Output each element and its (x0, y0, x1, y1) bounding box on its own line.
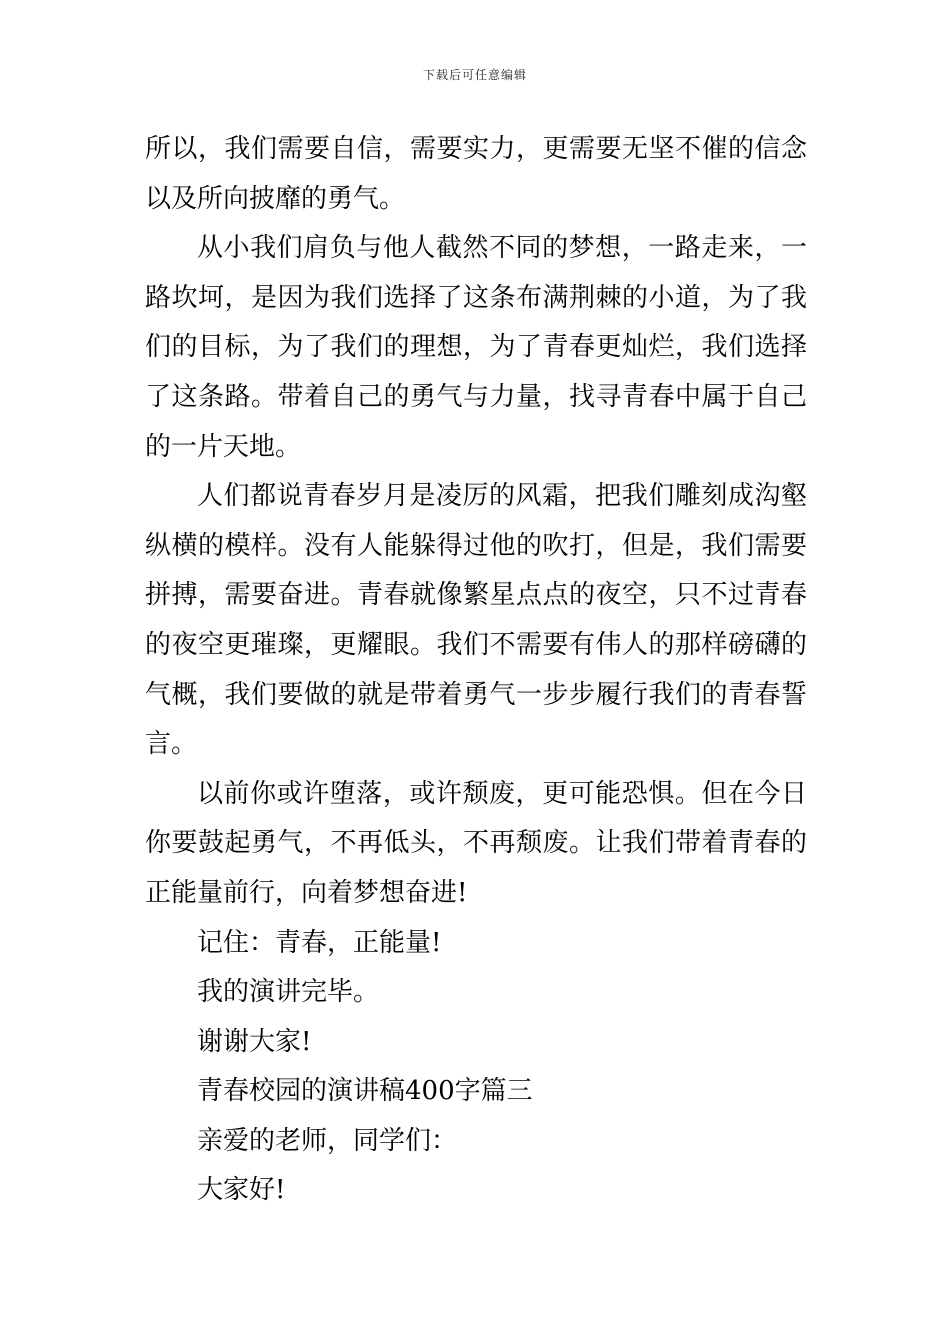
salutation: 亲爱的老师，同学们： (197, 1125, 458, 1156)
paragraph: 以前你或许堕落，或许颓废，更可能恐惧。但在今日你要鼓起勇气，不再低头，不再颓废。让我们带着青春的正能量前行，向着梦想奋进! (145, 778, 807, 908)
paragraph: 所以，我们需要自信，需要实力，更需要无坚不催的信念以及所向披靡的勇气。 (145, 134, 807, 214)
closing-line: 我的演讲完毕。 (197, 977, 380, 1008)
closing-line: 记住：青春，正能量! (197, 927, 442, 958)
document-body (145, 125, 807, 1216)
page-header: 下载后可任意编辑 (422, 68, 527, 82)
greeting: 大家好! (197, 1175, 286, 1206)
paragraph: 从小我们肩负与他人截然不同的梦想，一路走来，一路坎坷，是因为我们选择了这条布满荆棘的小道，为了我们的目标，为了我们的理想，为了青春更灿烂，我们选择了这条路。带着自己的勇气与力量，找寻青春中属于自己的一片天地。 (145, 233, 807, 462)
closing-line: 谢谢大家! (197, 1026, 312, 1057)
section-title: 青春校园的演讲稿400字篇三 (197, 1076, 533, 1107)
paragraph: 人们都说青春岁月是凌厉的风霜，把我们雕刻成沟壑纵横的模样。没有人能躲得过他的吹打，但是，我们需要拼搏，需要奋进。青春就像繁星点点的夜空，只不过青春的夜空更璀璨，更耀眼。我们不需要有伟人的那样磅礴的气概，我们要做的就是带着勇气一步步履行我们的青春誓言。 (145, 481, 807, 760)
